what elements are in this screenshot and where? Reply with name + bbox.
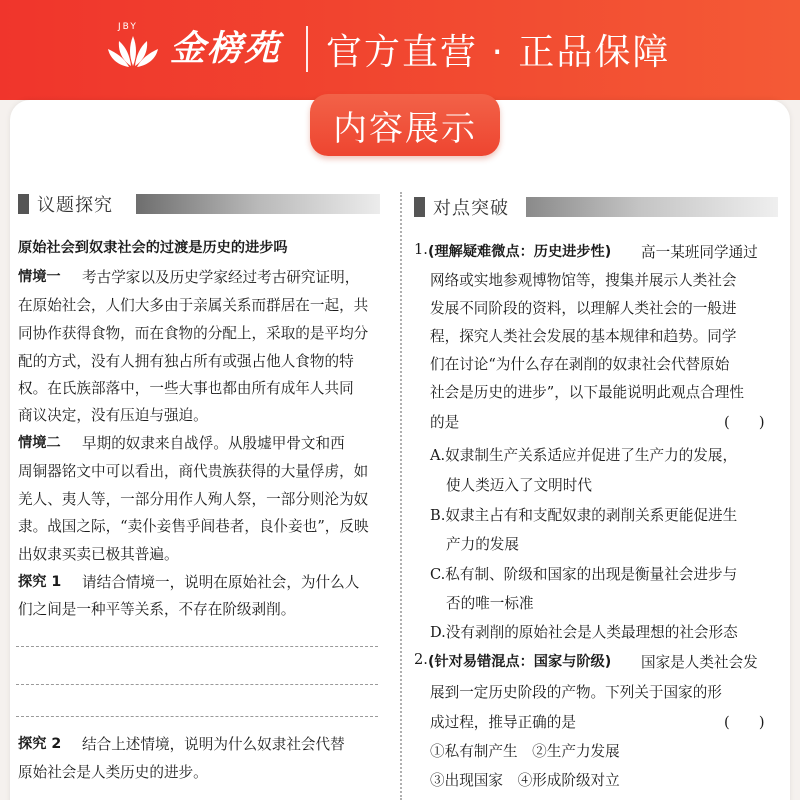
answer-line — [16, 716, 378, 717]
question-1-line: 社会是历史的进步”，以下最能说明此观点合理性 — [430, 384, 744, 401]
logo-tag: JBY — [118, 22, 138, 32]
question-2-line: 国家是人类社会发 — [641, 654, 758, 671]
answer-paren: ( ) — [724, 714, 765, 731]
scenario-2-line: 羌人、夷人等，一部分用作人殉人祭，一部分则沦为奴 — [18, 491, 369, 508]
lotus-logo-icon — [102, 22, 164, 70]
question-1-line: 高一某班同学通过 — [641, 244, 758, 261]
section-header-left — [18, 191, 380, 217]
brand-name: 金榜苑 — [170, 28, 282, 69]
answer-paren: ( ) — [724, 414, 765, 431]
option-d: D.没有剥削的原始社会是人类最理想的社会形态 — [430, 624, 738, 641]
question-1-line: 程，探究人类社会发展的基本规律和趋势。同学 — [430, 328, 737, 345]
brand-slogan: 官方直营 · 正品保障 — [326, 32, 671, 73]
section-gradient-bar — [136, 194, 380, 214]
inquiry-2-line: 结合上述情境，说明为什么奴隶社会代替 — [82, 736, 345, 753]
scenario-2-line: 出奴隶买卖已极其普遍。 — [18, 546, 179, 563]
brand-logo — [102, 22, 281, 70]
question-2-line: 成过程，推导正确的是 — [430, 714, 576, 731]
question-1-line: 发展不同阶段的资料，以理解人类社会的一般进 — [430, 300, 737, 317]
header-divider — [306, 26, 308, 72]
brand-header — [0, 0, 800, 100]
scenario-1-line: 考古学家以及历史学家经过考古研究证明， — [82, 269, 360, 286]
option-b-cont: 产力的发展 — [446, 536, 519, 553]
option-a-cont: 使人类迈入了文明时代 — [446, 477, 592, 494]
scenario-2-line: 隶。战国之际，“卖仆妾售乎闾巷者，良仆妾也”，反映 — [18, 518, 369, 535]
option-a: A.奴隶制生产关系适应并促进了生产力的发展， — [430, 447, 738, 464]
section-header-right — [414, 194, 778, 220]
option-c: C.私有制、阶级和国家的出现是衡量社会进步与 — [430, 566, 738, 583]
question-1-number: 1. — [414, 241, 428, 258]
section-title-right: 对点突破 — [433, 198, 509, 219]
scenario-2-line: 周铜器铭文中可以看出，商代贵族获得的大量俘虏，如 — [18, 463, 369, 480]
inquiry-1-label: 探究 1 — [18, 574, 62, 590]
question-2-item: ①私有制产生 ②生产力发展 — [430, 743, 620, 760]
scenario-1-line: 配的方式，没有人拥有独占所有或强占他人食物的特 — [18, 353, 354, 370]
question-1-tag: (理解疑难微点：历史进步性) — [428, 244, 612, 260]
question-1-line: 的是 — [430, 414, 460, 431]
section-marker — [18, 194, 29, 214]
option-b: B.奴隶主占有和支配奴隶的剥削关系更能促进生 — [430, 507, 738, 524]
scenario-2-line: 早期的奴隶来自战俘。从殷墟甲骨文和西 — [82, 435, 345, 452]
inquiry-2-line: 原始社会是人类历史的进步。 — [18, 764, 208, 781]
question-2-number: 2. — [414, 651, 428, 668]
scenario-2-label: 情境二 — [18, 435, 61, 451]
scenario-1-line: 商议决定，没有压迫与强迫。 — [18, 407, 208, 424]
scenario-1-line: 同协作获得食物，而在食物的分配上，采取的是平均分 — [18, 325, 369, 342]
scenario-1-line: 权。在氏族部落中，一些大事也都由所有成年人共同 — [18, 380, 354, 397]
question-2-tag: (针对易错混点：国家与阶级) — [428, 654, 612, 670]
question-1-line: 们在讨论“为什么存在剥削的奴隶社会代替原始 — [430, 356, 730, 373]
section-gradient-bar — [526, 197, 778, 217]
answer-line — [16, 684, 378, 685]
topic-title: 原始社会到奴隶社会的过渡是历史的进步吗 — [18, 240, 288, 256]
option-c-cont: 否的唯一标准 — [446, 595, 534, 612]
section-title-left: 议题探究 — [37, 195, 113, 216]
scenario-1-label: 情境一 — [18, 269, 61, 285]
question-2-item: ③出现国家 ④形成阶级对立 — [430, 772, 620, 789]
column-divider — [400, 192, 402, 800]
page-title: 内容展示 — [333, 108, 477, 149]
inquiry-2-label: 探究 2 — [18, 736, 62, 752]
title-banner — [310, 94, 500, 156]
question-1-line: 网络或实地参观博物馆等，搜集并展示人类社会 — [430, 272, 737, 289]
inquiry-1-line: 们之间是一种平等关系，不存在阶级剥削。 — [18, 601, 296, 618]
inquiry-1-line: 请结合情境一，说明在原始社会，为什么人 — [82, 574, 360, 591]
answer-line — [16, 646, 378, 647]
question-2-line: 展到一定历史阶段的产物。下列关于国家的形 — [430, 684, 722, 701]
scenario-1-line: 在原始社会，人们大多由于亲属关系而群居在一起，共 — [18, 297, 369, 314]
section-marker — [414, 197, 425, 217]
